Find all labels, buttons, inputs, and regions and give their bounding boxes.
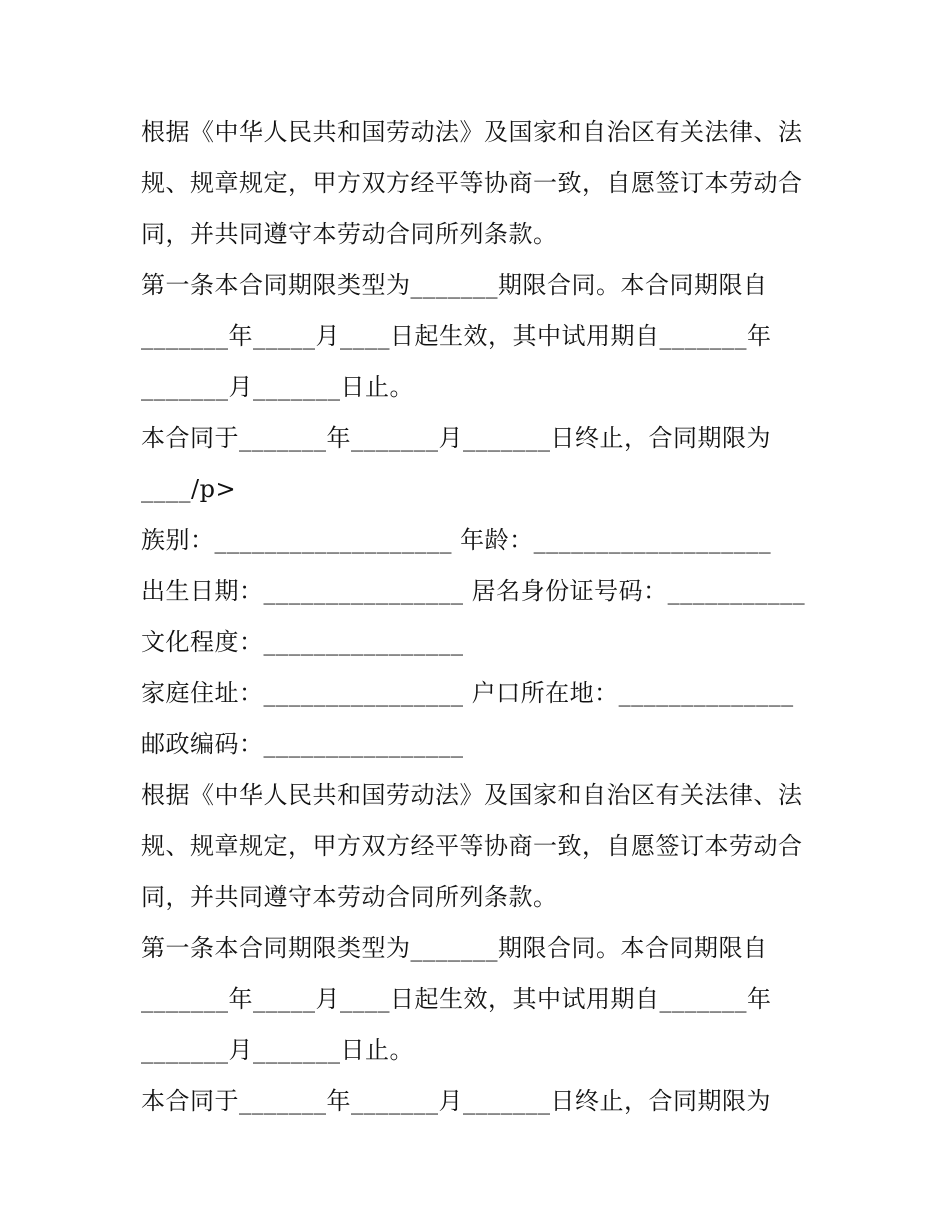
text-line: 本合同于_______年_______月_______日终止，合同期限为 (141, 424, 771, 452)
text-line: 第一条本合同期限类型为_______期限合同。本合同期限自 (141, 271, 768, 299)
text-line: 文化程度：________________ (141, 628, 464, 656)
text-line: 本合同于_______年_______月_______日终止，合同期限为 (141, 1087, 771, 1115)
text-line: 根据《中华人民共和国劳动法》及国家和自治区有关法律、法 (141, 118, 803, 146)
text-line: 根据《中华人民共和国劳动法》及国家和自治区有关法律、法 (141, 781, 803, 809)
document-body (141, 107, 821, 1127)
text-line: 规、规章规定，甲方双方经平等协商一致，自愿签订本劳动合 (141, 832, 803, 860)
text-line: 同，并共同遵守本劳动合同所列条款。 (141, 883, 558, 911)
text-line: 规、规章规定，甲方双方经平等协商一致，自愿签订本劳动合 (141, 169, 803, 197)
text-line: 家庭住址：________________ 户口所在地：______________ (141, 679, 794, 707)
text-line: _______年_____月____日起生效，其中试用期自_______年 (141, 322, 772, 350)
text-line: 同，并共同遵守本劳动合同所列条款。 (141, 220, 558, 248)
text-line: _______月_______日止。 (141, 373, 414, 401)
text-line: ____/p> (141, 475, 237, 503)
text-line: _______月_______日止。 (141, 1036, 414, 1064)
text-line: 出生日期：________________ 居名身份证号码：___________ (141, 577, 806, 605)
text-line: 族别：___________________ 年龄：___________________ (141, 526, 772, 554)
text-line: _______年_____月____日起生效，其中试用期自_______年 (141, 985, 772, 1013)
text-line: 邮政编码：________________ (141, 730, 464, 758)
text-line: 第一条本合同期限类型为_______期限合同。本合同期限自 (141, 934, 768, 962)
